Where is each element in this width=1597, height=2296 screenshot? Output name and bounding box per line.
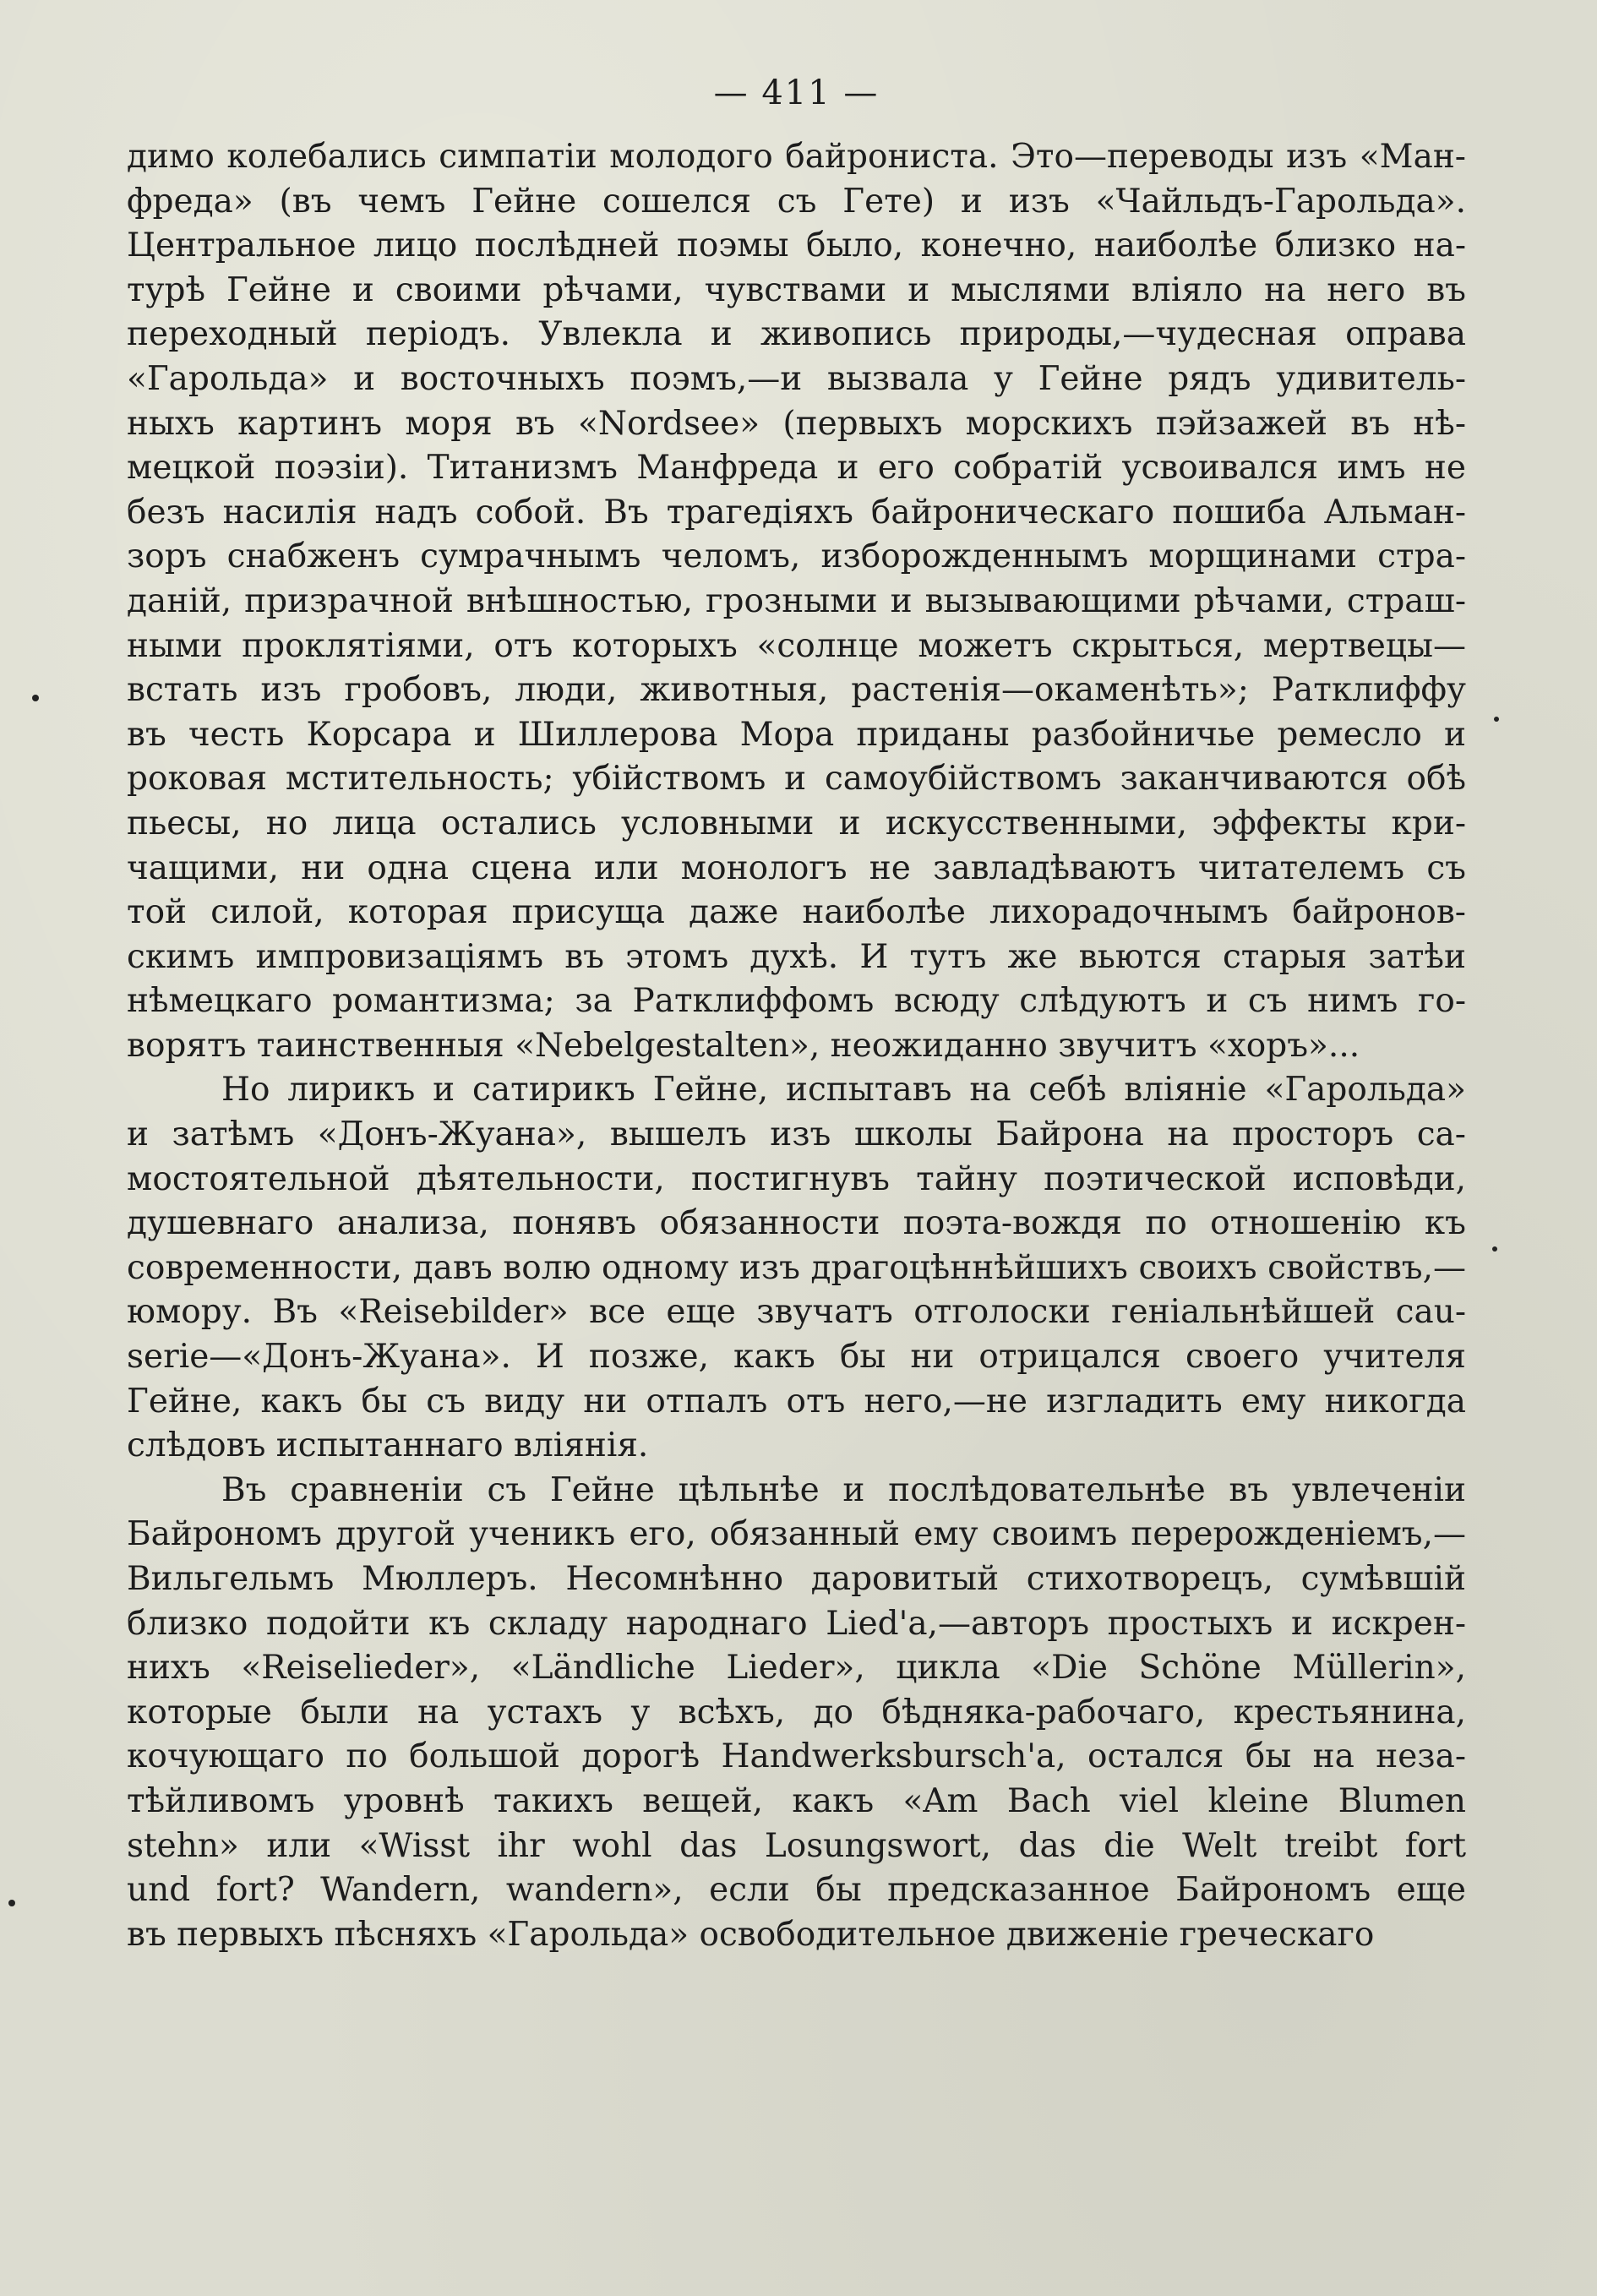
text-line: современности, давъ волю одному изъ драгоцѣннѣйшихъ своихъ свойствъ,— [127,1248,1466,1287]
text-line: юмору. Въ «Reisebilder» все еще звучатъ отголоски геніальнѣйшей cau- [127,1293,1466,1332]
text-line: ными проклятіями, отъ которыхъ «солнце можетъ скрыться, мертвецы— [127,626,1466,665]
paragraph [127,1068,1466,1468]
text-line: той силой, которая присуща даже наиболѣе лихорадочнымъ байронов- [127,893,1466,932]
text-line: слѣдовъ испытаннаго вліянія. [127,1426,649,1465]
text-line: мостоятельной дѣятельности, постигнувъ тайну поэтической исповѣди, [127,1159,1466,1198]
text-line: «Гарольда» и восточныхъ поэмъ,—и вызвала у Гейне рядъ удивитель- [127,359,1466,398]
text-line: чащими, ни одна сцена или монологъ не завладѣваютъ читателемъ съ [127,848,1466,887]
text-line: безъ насилія надъ собой. Въ трагедіяхъ байроническаго пошиба Альман- [127,493,1466,532]
text-line: димо колебались симпатіи молодого байрониста. Это—переводы изъ «Ман- [127,138,1466,176]
body-text [127,135,1466,1957]
book-page [127,76,1466,2256]
text-line: даній, призрачной внѣшностью, грозными и вызывающими рѣчами, страш- [127,581,1466,620]
text-line: мецкой поэзіи). Титанизмъ Манфреда и его собратій усвоивался имъ не [127,449,1466,488]
text-line: serie—«Донъ-Жуана». И позже, какъ бы ни отрицался своего учителя [127,1338,1466,1377]
text-line: зоръ снабженъ сумрачнымъ челомъ, изборожденнымъ морщинами стра- [127,537,1466,576]
text-line: ворятъ таинственныя «Nebelgestalten», неожиданно звучитъ «хоръ»... [127,1026,1360,1065]
text-line: въ честь Корсара и Шиллерова Мора приданы разбойничье ремесло и [127,715,1466,754]
text-line: Но лирикъ и сатирикъ Гейне, испытавъ на себѣ вліяніе «Гарольда» [221,1071,1466,1110]
text-line: которые были на устахъ у всѣхъ, до бѣдняка-рабочаго, крестьянина, [127,1693,1466,1732]
text-line: und fort? Wandern, wandern», если бы предсказанное Байрономъ еще [127,1871,1466,1910]
text-line: кочующаго по большой дорогѣ Handwerksbursch'a, остался бы на неза- [127,1737,1466,1776]
text-line: близко подойти къ складу народнаго Lied'a,—авторъ простыхъ и искрен- [127,1604,1466,1643]
text-line: встать изъ гробовъ, люди, животныя, растенія—окаменѣть»; Ратклиффу [127,671,1466,710]
text-line: и затѣмъ «Донъ-Жуана», вышелъ изъ школы Байрона на просторъ са- [127,1115,1466,1154]
text-line: роковая мстительность; убійствомъ и самоубійствомъ заканчиваются обѣ [127,760,1466,799]
text-line: ныхъ картинъ моря въ «Nordsee» (первыхъ морскихъ пэйзажей въ нѣ- [127,404,1466,443]
paragraph [127,135,1466,1068]
text-line: Въ сравненіи съ Гейне цѣльнѣе и послѣдовательнѣе въ увлеченіи [221,1470,1466,1509]
page-number: — 411 — [713,74,880,112]
text-line: скимъ импровизаціямъ въ этомъ духѣ. И тутъ же вьются старыя затѣи [127,937,1466,976]
text-line: переходный періодъ. Увлекла и живопись природы,—чудесная оправа [127,315,1466,354]
print-speck [1492,1246,1497,1252]
text-line: нихъ «Reiselieder», «Ländliche Lieder», цикла «Die Schöne Müllerin», [127,1649,1466,1688]
paragraph [127,1469,1466,1958]
print-speck [8,1900,15,1906]
text-line: Вильгельмъ Мюллеръ. Несомнѣнно даровитый стихотворецъ, сумѣвшій [127,1560,1466,1598]
print-speck [32,695,39,701]
text-line: Гейне, какъ бы съ виду ни отпалъ отъ него,—не изгладить ему никогда [127,1382,1466,1421]
text-line: Центральное лицо послѣдней поэмы было, конечно, наиболѣе близко на- [127,226,1466,265]
text-line: пьесы, но лица остались условными и искусственными, эффекты кри- [127,804,1466,843]
text-line: фреда» (въ чемъ Гейне сошелся съ Гете) и изъ «Чайльдъ-Гарольда». [127,182,1466,221]
print-speck [1494,717,1499,722]
text-line: въ первыхъ пѣсняхъ «Гарольда» освободительное движеніе греческаго [127,1915,1375,1954]
text-line: турѣ Гейне и своими рѣчами, чувствами и мыслями вліяло на него въ [127,270,1466,309]
text-line: нѣмецкаго романтизма; за Ратклиффомъ всюду слѣдуютъ и съ нимъ го- [127,982,1466,1021]
text-line: stehn» или «Wisst ihr wohl das Losungswort, das die Welt treibt fort [127,1826,1466,1865]
text-line: тѣйливомъ уровнѣ такихъ вещей, какъ «Am Bach viel kleine Blumen [127,1781,1466,1820]
text-line: Байрономъ другой ученикъ его, обязанный ему своимъ перерожденіемъ,— [127,1515,1466,1554]
text-line: душевнаго анализа, понявъ обязанности поэта-вождя по отношенію къ [127,1204,1466,1243]
